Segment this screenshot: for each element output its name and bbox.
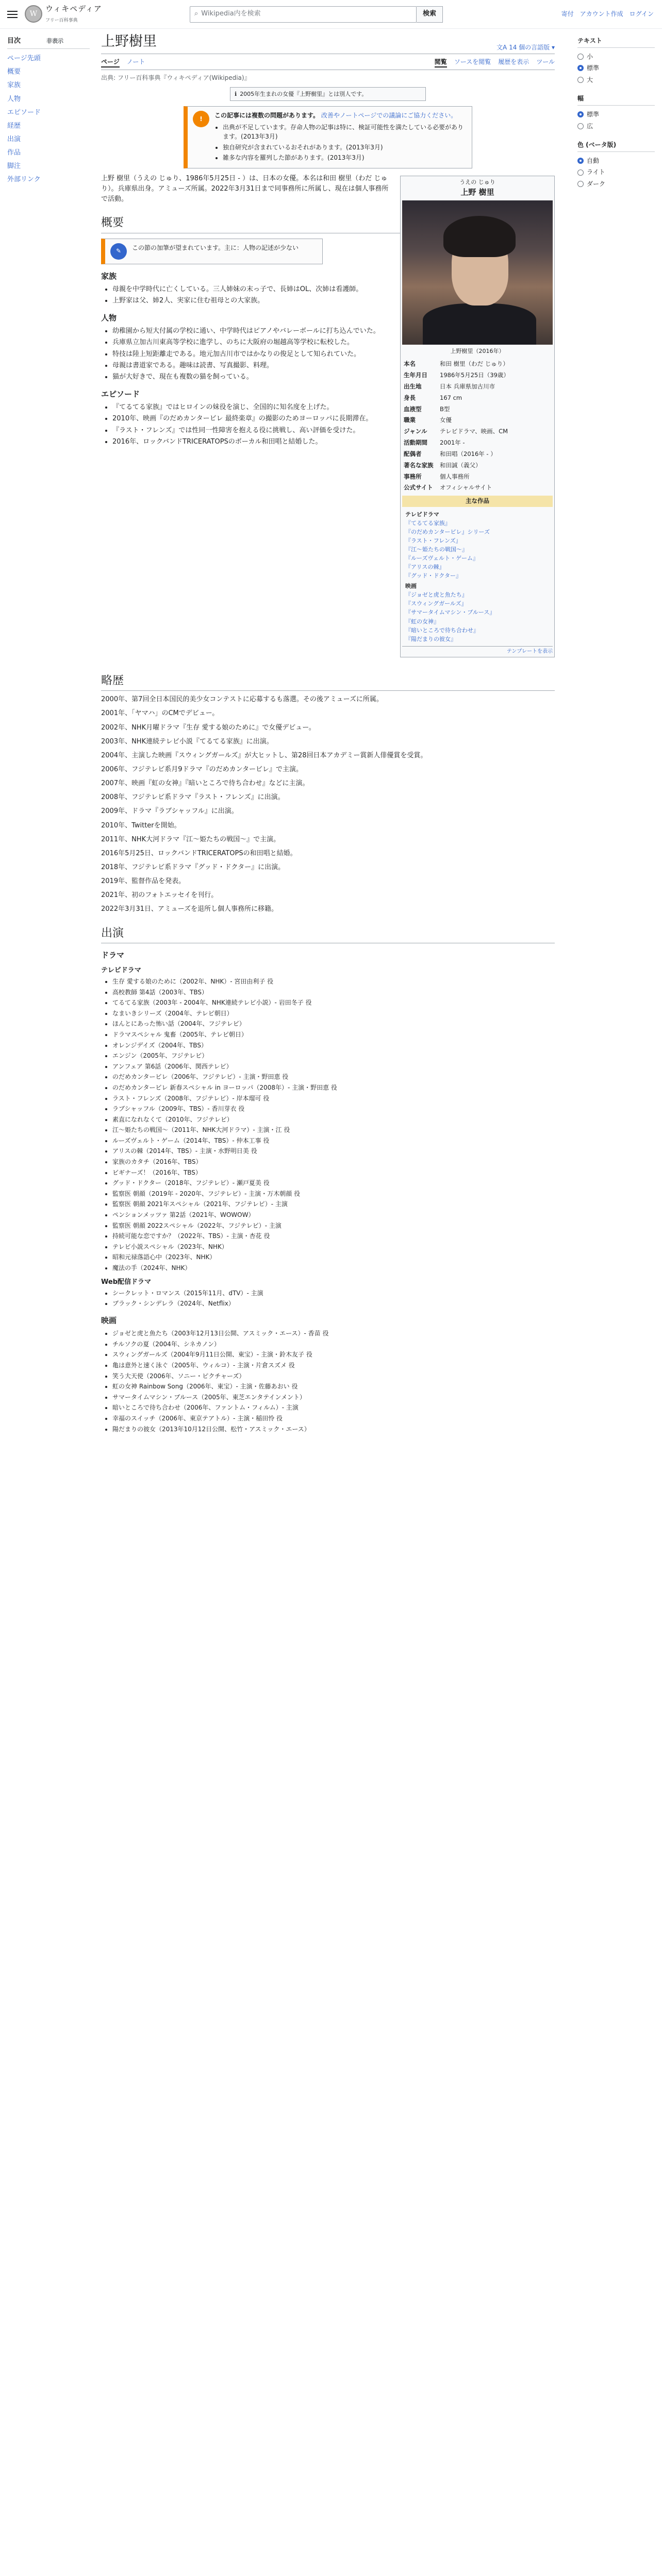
infobox-row [402,370,553,381]
search-button[interactable]: 検索 [417,6,443,23]
works-item[interactable]: 『ジョゼと虎と魚たち』 [405,591,468,599]
infobox-label: 血液型 [404,405,422,413]
template-link[interactable]: テンプレートを表示 [402,646,553,656]
works-group-heading: 映画 [405,583,417,590]
section-overview-heading: 概要 [101,214,555,233]
text-size-standard[interactable]: 標準 [577,62,655,74]
infobox-value: 2001年 - [440,439,465,447]
menu-icon[interactable] [7,11,18,18]
person-heading: 人物 [101,313,117,323]
infobox-label: 活動期間 [404,439,427,447]
tv-drama-item: • のだめカンタービレ（2006年、フジテレビ）- 主演・野田恵 役 [112,1072,555,1082]
tab-talk[interactable]: ノート [126,58,145,65]
photo-caption: 上野樹里（2016年） [450,348,505,355]
history-item: 2007年、映画『虹の女神』『暗いところで待ち合わせ』などに主演。 [101,779,309,788]
tv-drama-item: • ドラマスペシャル 鬼畜（2005年、テレビ朝日） [112,1030,555,1040]
language-button[interactable]: 文A 14 個の言語版 ▾ [496,44,555,52]
toc-item-appearance[interactable]: 出演 [7,135,21,143]
infobox-table [402,359,553,494]
tv-drama-item: • アリスの棘（2014年、TBS）- 主演・水野明日美 役 [112,1146,555,1156]
tv-drama-item: • 持続可能な恋ですか？（2022年、TBS）- 主演・杏花 役 [112,1231,555,1241]
tv-drama-item: • テレビ小説スペシャル（2023年、NHK） [112,1242,555,1252]
infobox-row [402,460,553,471]
tab-read[interactable]: 閲覧 [435,57,447,68]
tv-drama-item: • てるてる家族（2003年 - 2004年、NHK連続テレビ小説）- 岩田冬子 役 [112,998,555,1008]
history-item: 2002年、NHK月曜ドラマ『生存 愛する娘のために』で女優デビュー。 [101,723,316,732]
movie-item: • 暗いところで待ち合わせ（2006年、ファントム・フィルム）- 主演 [112,1403,555,1413]
history-item: 2003年、NHK連続テレビ小説『てるてる家族』に出演。 [101,737,273,745]
donate-link[interactable]: 寄付 [561,10,574,18]
history-item: 2011年、NHK大河ドラマ『江〜姫たちの戦国〜』で主演。 [101,835,280,843]
person-item: • 兵庫県立加古川東高等学校に進学し、のちに大阪府の堀越高等学校に転校した。 [112,337,555,348]
web-drama-list [112,1289,555,1309]
history-item: 2000年、第7回全日本国民的美少女コンテストに応募するも落選。その後アミューズに所属。 [101,696,383,704]
family-item: • 上野家は父、姉2人、実家に住む祖母との大家族。 [112,296,555,306]
infobox-label: 著名な家族 [404,461,434,469]
infobox-row [402,449,553,460]
tv-drama-item: • のだめカンタービレ 新春スペシャル in ヨーロッパ（2008年）- 主演・野田恵 役 [112,1083,555,1093]
family-item: • 母親を中学時代に亡くしている。三人姉妹の末っ子で、長姉はOL、次姉は看護師。 [112,284,555,295]
works-item[interactable]: 『虹の女神』 [405,618,439,625]
tv-drama-item: • 素直になれなくて（2010年、フジテレビ） [112,1115,555,1125]
infobox-label: 生年月日 [404,371,427,379]
history-item: 2004年、主演した映画『スウィングガールズ』が大ヒットし、第28回日本アカデミー賞新人俳優賞を受賞。 [101,751,427,759]
movie-item: • ジョゼと虎と魚たち（2003年12月13日公開、アスミック・エース）- 香苗 役 [112,1329,555,1338]
maintenance-box: ! この記事には複数の問題があります。 改善やノートページでの議論にご協力ください。 • 出典が不足しています。存命人物の記事は特に、検証可能性を満たしている必要があります。(2013年3月) • 独自研究が含まれているおそれがあります。(2013年3月) • 雑多な内容を羅列した節があります。(2013年3月) [184,106,472,168]
login-link[interactable]: ログイン [629,10,654,18]
episode-item: • 2010年、映画『のだめカンタービレ 最終楽章』の撮影のためヨーロッパに長期滞在。 [112,414,555,424]
tv-drama-item: • 監察医 朝顔 2021年スペシャル（2021年、フジテレビ）- 主演 [112,1199,555,1209]
infobox-value: 女優 [440,416,452,424]
tv-drama-item: • ラスト・フレンズ（2008年、フジテレビ）- 岸本瑠可 役 [112,1094,555,1104]
web-drama-item: • シークレット・ロマンス（2015年11月、dTV）- 主演 [112,1289,555,1298]
works-item[interactable]: 『てるてる家族』 [405,520,451,527]
works-item[interactable]: 『サマータイムマシン・ブルース』 [405,609,495,616]
color-dark[interactable]: ダーク [577,178,655,190]
globe-icon: W [25,5,42,23]
toc-item-overview[interactable]: 概要 [7,68,21,76]
toc-item-family[interactable]: 家族 [7,81,21,90]
movie-heading: 映画 [101,1315,117,1325]
infobox-label: ジャンル [404,428,427,435]
tv-drama-item: • ほんとにあった怖い話（2004年、フジテレビ） [112,1019,555,1029]
infobox-value: 和田 樹里（わだ じゅり） [440,360,509,368]
tv-drama-item: • 昭和元禄落語心中（2023年、NHK） [112,1252,555,1262]
tv-drama-item: • オレンジデイズ（2004年、TBS） [112,1041,555,1050]
tab-page[interactable]: ページ [101,57,120,68]
tv-drama-heading: テレビドラマ [101,966,141,974]
tv-drama-item: • 江〜姫たちの戦国〜（2011年、NHK大河ドラマ）- 主演・江 役 [112,1125,555,1135]
page-title: 上野樹里 [101,33,157,49]
tv-drama-item: • 監察医 朝顔 2022スペシャル（2022年、フジテレビ）- 主演 [112,1221,555,1231]
toc-item-person[interactable]: 人物 [7,95,21,103]
tv-drama-item: • 監察医 朝顔（2019年 - 2020年、フジテレビ）- 主演・万木朝顔 役 [112,1189,555,1199]
infobox-value: 日本 兵庫県加古川市 [440,383,495,391]
infobox-row [402,426,553,437]
tv-drama-item: • 家族のカタチ（2016年、TBS） [112,1157,555,1167]
history-item: 2022年3月31日、アミューズを退所し個人事務所に移籍。 [101,905,278,913]
works-header: 主な作品 [402,496,553,507]
tv-drama-item: • ペンションメッツァ 第2話（2021年、WOWOW） [112,1210,555,1220]
portrait-photo[interactable] [402,200,553,345]
infobox-label: 配偶者 [404,450,422,457]
works-item[interactable]: 『グッド・ドクター』 [405,572,462,580]
infobox-label: 出生地 [404,383,422,391]
lead-paragraph: 上野 樹里（うえの じゅり、1986年5月25日 - ）は、日本の女優。本名は和田 樹里（わだ じゅり）。兵庫県出身。アミューズ所属。2022年3月31日まで同事務所に所属し、現在は個人事務所で活動。 [101,175,389,204]
infobox-label: 本名 [404,360,416,368]
pencil-icon: ✎ [110,243,127,260]
episode-item: • 2016年、ロックバンドTRICERATOPSのボーカル和田唱と結婚した。 [112,437,555,447]
infobox-value: テレビドラマ、映画、CM [440,428,508,435]
warning-icon: ! [193,111,209,127]
history-list [101,694,555,914]
tv-drama-item: • ルーズヴェルト・ゲーム（2014年、TBS）- 仲本工事 役 [112,1136,555,1146]
history-item: 2016年5月25日、ロックバンドTRICERATOPSの和田唱と結婚。 [101,849,297,857]
text-size-small[interactable]: 小 [577,51,655,63]
width-wide[interactable]: 広 [577,121,655,132]
infobox-value: 和田誠（義父） [440,461,482,469]
toc-item-history[interactable]: 経歴 [7,122,21,130]
history-item: 2009年、ドラマ『ラブシャッフル』に出演。 [101,807,238,816]
history-item: 2008年、フジテレビ系ドラマ『ラスト・フレンズ』に出演。 [101,793,285,802]
section-appearance-heading: 出演 [101,924,555,943]
search-form [190,6,443,23]
article-main [101,31,555,1436]
maintenance-item: • 雑多な内容を羅列した節があります。(2013年3月) [223,153,467,163]
history-item: 2018年、フジテレビ系ドラマ『グッド・ドクター』に出演。 [101,863,285,871]
history-item: 2019年、監督作品を発表。 [101,877,186,886]
tab-view-source[interactable]: ソースを閲覧 [454,58,491,65]
user-links [561,9,654,19]
infobox-value: 1986年5月25日（39歳） [440,371,509,379]
person-item: • 幼稚園から短大付属の学校に通い、中学時代はピアノやバレーボールに打ち込んでいた。 [112,326,555,336]
create-account-link[interactable]: アカウント作成 [580,10,623,18]
movie-item: • 虹の女神 Rainbow Song（2006年、東宝）- 主演・佐藤あおい 役 [112,1382,555,1392]
infobox-row [402,359,553,370]
movie-item: • チルソクの夏（2004年、シネカノン） [112,1340,555,1349]
maintenance-item: • 独自研究が含まれているおそれがあります。(2013年3月) [223,143,467,152]
infobox-label: 職業 [404,416,416,424]
history-item: 2021年、初のフォトエッセイを刊行。 [101,891,218,900]
works-item[interactable]: 『のだめカンタービレ』シリーズ [405,529,490,536]
infobox-value: 和田唱（2016年 - ） [440,450,496,457]
color-light[interactable]: ライト [577,166,655,178]
color-title: 色 (ベータ版) [577,140,655,152]
movie-item: • 陽だまりの彼女（2013年10月12日公開、松竹・アスミック・エース） [112,1425,555,1434]
maintenance-item: • 出典が不足しています。存命人物の記事は特に、検証可能性を満たしている必要があります。(2013年3月) [223,123,467,142]
family-heading: 家族 [101,271,117,281]
text-size-large[interactable]: 大 [577,74,655,86]
width-title: 幅 [577,94,655,106]
movie-item: • 笑う大天使（2006年、ソニー・ピクチャーズ） [112,1371,555,1381]
toc-item-works[interactable]: 作品 [7,149,21,157]
page-title-bar [101,31,555,54]
info-icon: ℹ [235,91,237,98]
search-icon: ⌕ [194,10,198,18]
episode-item: • 『ラスト・フレンズ』では性同一性障害を抱える役に挑戦し、高い評価を受けた。 [112,426,555,436]
tv-drama-item: • 高校教師 第4話（2003年、TBS） [112,988,555,997]
works-item[interactable]: 『暗いところで待ち合わせ』 [405,626,479,634]
infobox-value: 167 cm [440,394,462,401]
works-item[interactable]: 『ルーズヴェルト・ゲーム』 [405,555,479,562]
movie-item: • スウィングガールズ（2004年9月11日公開、東宝）- 主演・鈴木友子 役 [112,1350,555,1360]
person-item: • 猫が大好きで、現在も複数の猫を飼っている。 [112,372,555,382]
infobox-row [402,437,553,449]
infobox-row [402,471,553,483]
person-item: • 特技は陸上短距離走である。地元加古川市ではかなりの俊足として知られていた。 [112,349,555,360]
tv-drama-item: • ビギナーズ！（2016年、TBS） [112,1168,555,1178]
tab-history[interactable]: 履歴を表示 [498,58,529,65]
drama-heading: ドラマ [101,950,125,960]
history-item: 2010年、Twitterを開始。 [101,821,181,829]
history-item: 2006年、フジテレビ系月9ドラマ『のだめカンタービレ』で主演。 [101,765,303,773]
movie-item: • 亀は意外と速く泳ぐ（2005年、ウィルコ）- 主演・片倉スズメ 役 [112,1361,555,1370]
toc-item-notes[interactable]: 脚注 [7,162,21,171]
works-item[interactable]: 『陽だまりの彼女』 [405,635,456,642]
episode-heading: エピソード [101,389,140,399]
works-item[interactable]: 『江〜姫たちの戦国〜』 [405,546,468,553]
episode-item: • 『てるてる家族』ではヒロインの妹役を演じ、全国的に知名度を上げた。 [112,402,555,413]
color-auto[interactable]: 自動 [577,155,655,167]
tv-drama-item: • なまいきシリーズ（2004年、テレビ朝日） [112,1009,555,1019]
works-item[interactable]: 『ラスト・フレンズ』 [405,537,461,545]
expand-notice: ✎ この節の加筆が望まれています。主に：人物の記述が少ない [101,239,323,264]
section-history-heading: 略歴 [101,672,555,691]
tv-drama-item: • 魔法の手（2024年、NHK） [112,1263,555,1273]
history-item: 2001年、「ヤマハ」のCMでデビュー。 [101,709,219,718]
infobox-value: B型 [440,405,450,413]
search-input[interactable]: ⌕ Wikipedia内を検索 [190,6,417,23]
infobox-label: 事務所 [404,472,422,480]
movie-item: • サマータイムマシン・ブルース（2005年、東芝エンタテインメント） [112,1393,555,1402]
infobox-row [402,393,553,404]
toc-title: 目次 非表示 [7,36,90,49]
works-item[interactable]: 『スウィングガールズ』 [405,600,467,607]
toc-item-top[interactable]: ページ先頭 [7,55,41,63]
toc-item-external-links[interactable]: 外部リンク [7,176,41,184]
text-size-title: テキスト [577,36,655,48]
person-item: • 母親は書道家である。趣味は読書、写真撮影、料理。 [112,361,555,371]
hatnote: ℹ 2005年生まれの女優『上野樹里』とは別人です。 [230,87,426,101]
web-drama-item: • ブラック・シンデレラ（2024年、Netflix） [112,1299,555,1309]
logo-subtitle: フリー百科事典 [45,18,78,24]
logo-title: ウィキペディア [45,4,102,13]
movie-list [112,1329,555,1434]
wikipedia-logo[interactable] [25,3,148,25]
source-note: 出典: フリー百科事典『ウィキペディア(Wikipedia)』 [101,74,251,82]
infobox-name: うえの じゅり 上野 樹里 [459,179,495,197]
site-header [0,0,662,29]
tv-drama-item: • アンフェア 第6話（2006年、関西テレビ） [112,1062,555,1072]
appearance-panel [577,36,655,198]
toc-sidebar [7,36,90,187]
tv-drama-item: • グッド・ドクター（2018年、フジテレビ）- 瀬戸夏美 役 [112,1178,555,1188]
tv-drama-item: • エンジン（2005年、フジテレビ） [112,1051,555,1061]
infobox-label: 公式サイト [404,484,433,492]
tab-tools[interactable]: ツール [536,58,555,65]
tv-drama-item: • ラブシャッフル（2009年、TBS）- 香川芽衣 役 [112,1104,555,1114]
page-tabs [101,55,555,71]
infobox [400,176,555,657]
tv-drama-item: • 生存 愛する娘のために（2002年、NHK）- 宮田由利子 役 [112,977,555,987]
infobox-row [402,482,553,494]
web-drama-heading: Web配信ドラマ [101,1278,151,1286]
works-group-heading: テレビドラマ [405,511,439,518]
infobox-row [402,415,553,426]
infobox-row [402,404,553,415]
infobox-value: オフィシャルサイト [440,484,492,492]
works-item[interactable]: 『アリスの棘』 [405,564,445,571]
width-standard[interactable]: 標準 [577,109,655,121]
movie-item: • 幸福のスイッチ（2006年、東京テアトル）- 主演・稲田怜 役 [112,1414,555,1423]
works-list [402,508,553,644]
infobox-row [402,381,553,393]
maintenance-link[interactable]: 改善やノートページでの議論にご協力ください。 [321,112,457,120]
toc-item-episode[interactable]: エピソード [7,108,41,116]
infobox-label: 身長 [404,394,416,401]
toc-hide-button[interactable]: 非表示 [46,38,64,44]
tv-drama-list [112,977,555,1273]
infobox-value: 個人事務所 [440,472,470,480]
